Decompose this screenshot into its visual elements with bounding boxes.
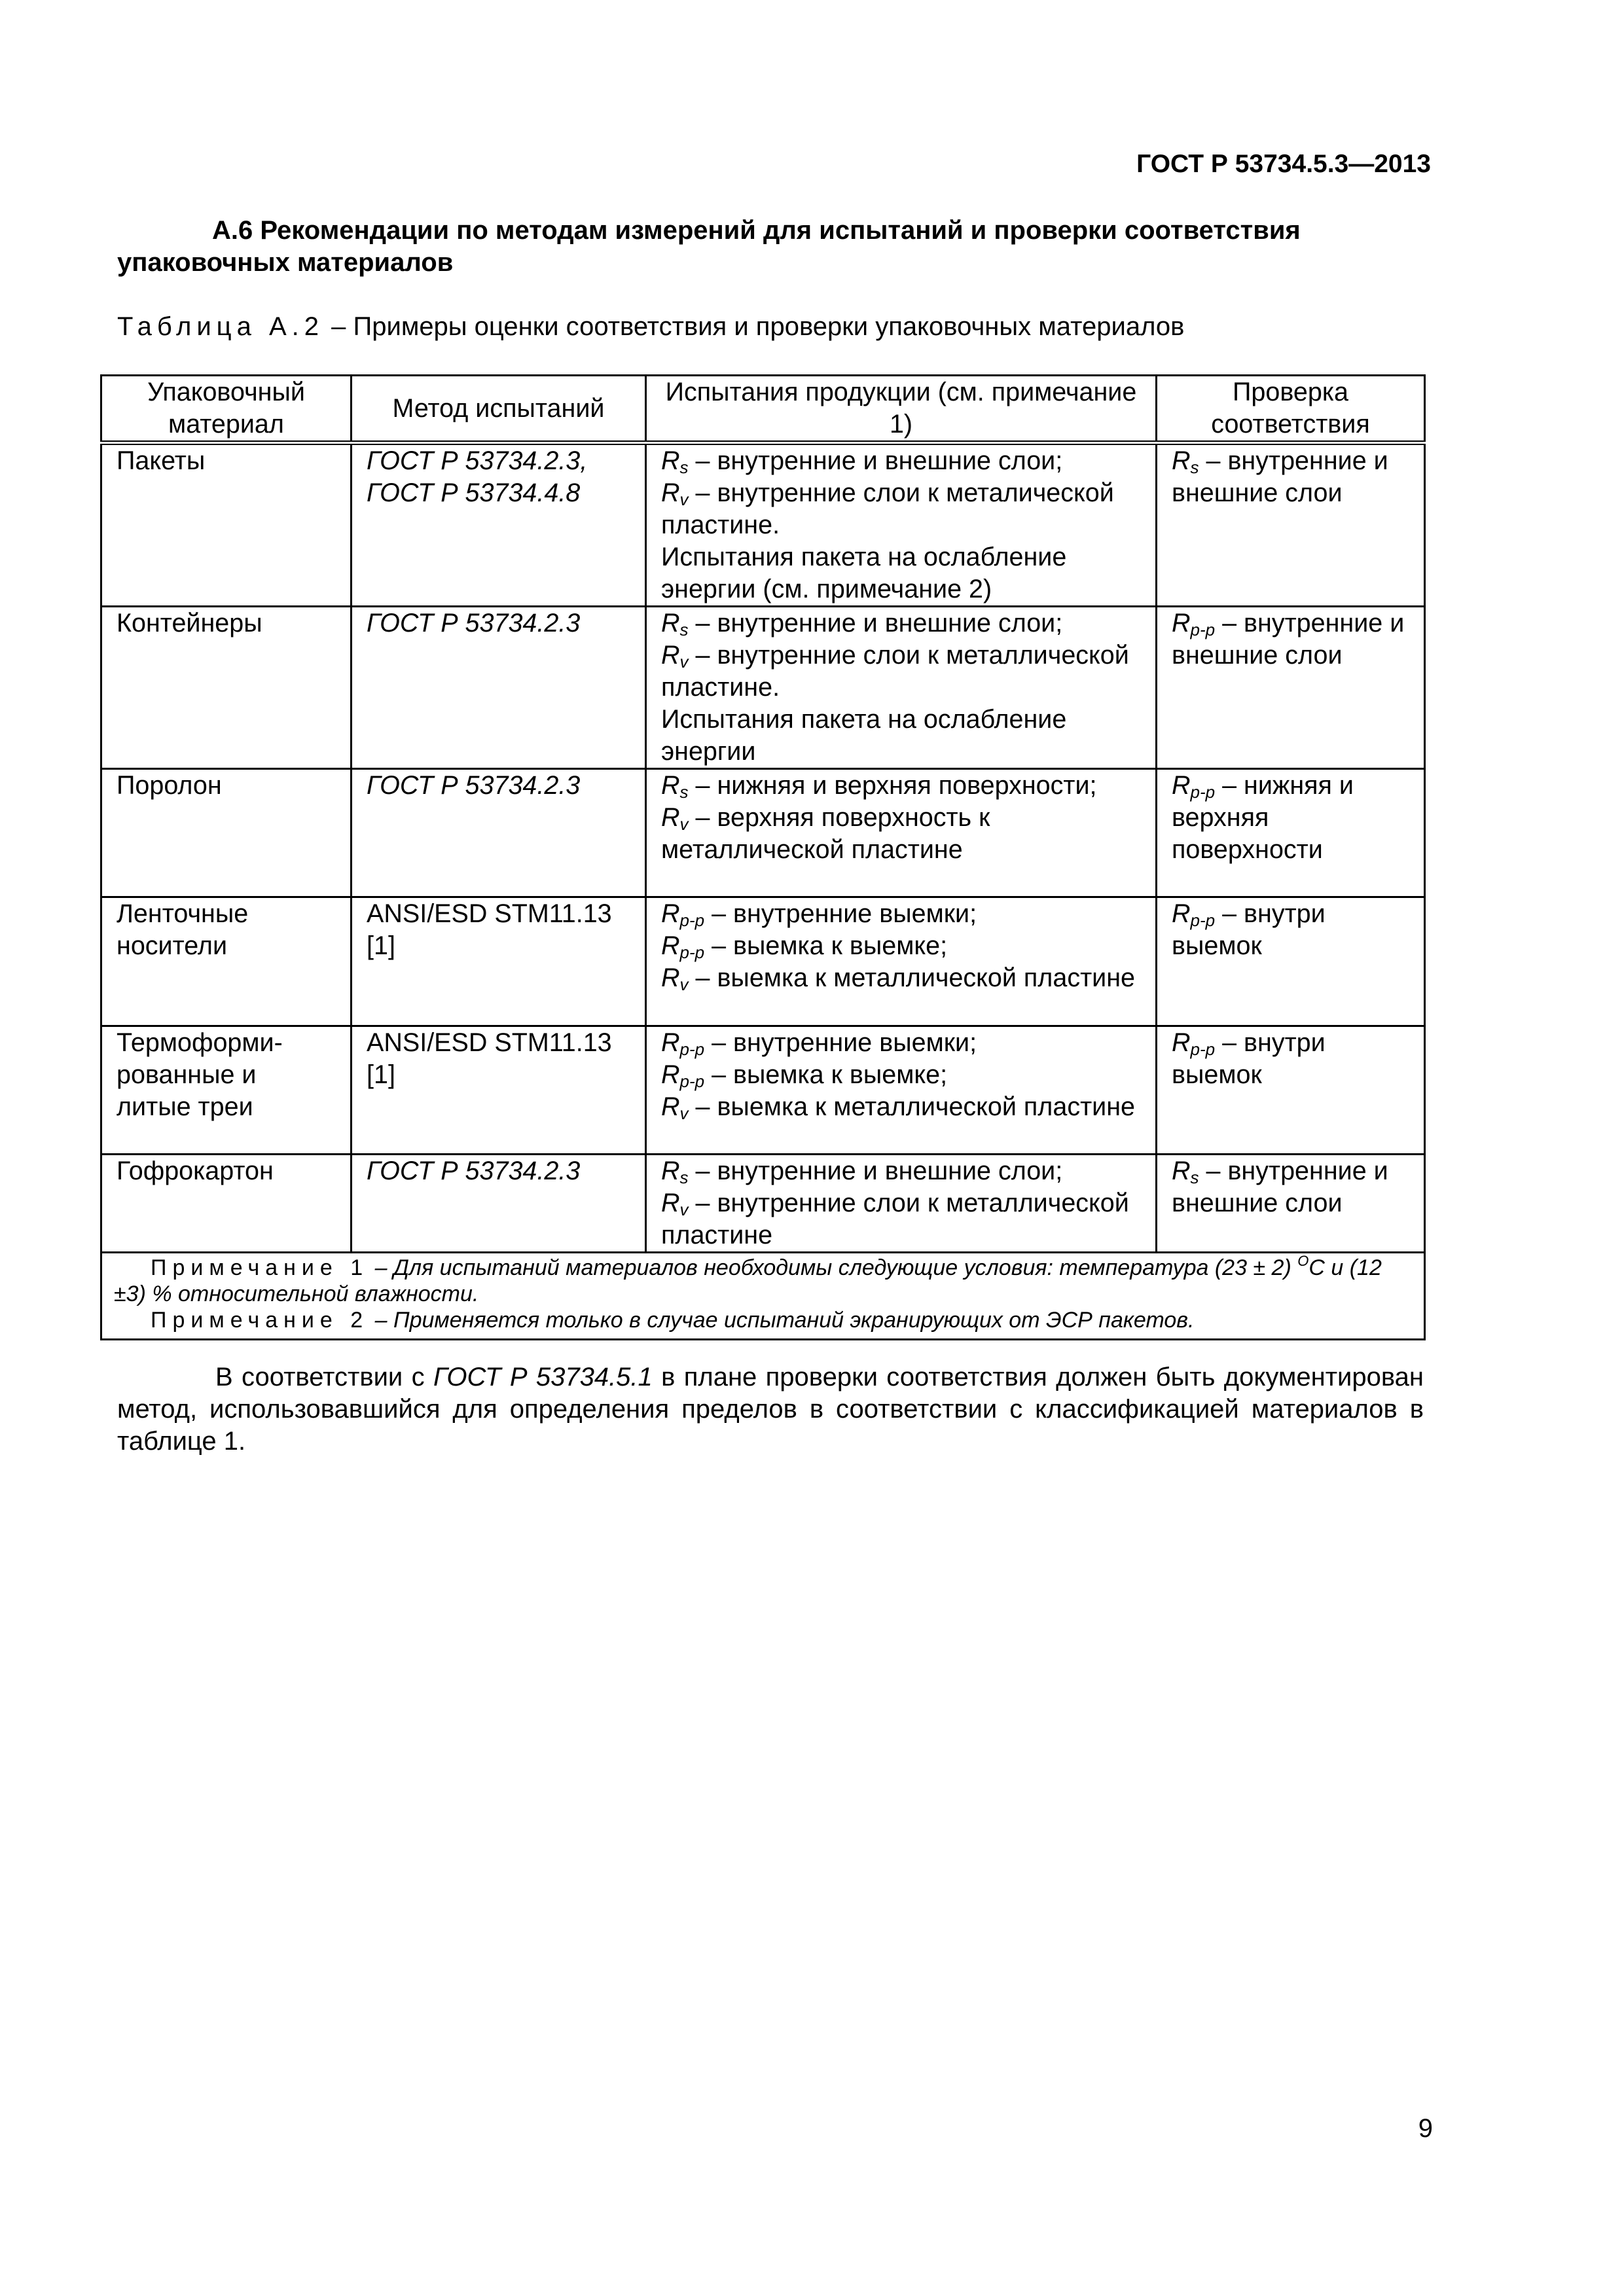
test-item <box>661 1027 1142 1059</box>
test-text: – внутренние и внешние слои; <box>688 1157 1063 1185</box>
cell-product-tests <box>646 1155 1157 1253</box>
test-item <box>661 445 1142 477</box>
method-reference: ГОСТ Р 53734.2.3 <box>367 1157 581 1185</box>
test-item <box>661 704 1142 768</box>
header-product-tests: Испытания продукции (см. примечание 1) <box>646 376 1157 443</box>
standard-code: ГОСТ Р 53734.5.3—2013 <box>1136 150 1431 178</box>
cell-material: Термоформи-рованные и литые треи <box>101 1026 352 1155</box>
resistance-subscript: s <box>1190 1168 1199 1187</box>
test-item <box>661 541 1142 605</box>
table-row <box>101 1155 1425 1253</box>
verification-text: – внутри выемок <box>1172 899 1326 960</box>
standard-reference: ГОСТ Р 53734.5.1 <box>433 1363 653 1391</box>
test-text: Испытания пакета на ослабление энергии (см. примечание 2) <box>661 543 1067 603</box>
resistance-symbol: R <box>1172 609 1191 637</box>
cell-method <box>352 443 646 607</box>
test-text: – внутренние слои к металлической пластине. <box>661 641 1129 702</box>
resistance-symbol: R <box>661 931 680 960</box>
resistance-symbol: R <box>661 446 680 475</box>
cell-method <box>352 1155 646 1253</box>
test-item <box>661 898 1142 930</box>
test-text: – выемка к выемке; <box>704 1060 948 1089</box>
table-row <box>101 769 1425 897</box>
resistance-subscript: p-p <box>1190 782 1216 802</box>
note-text-continuation: С и (12 ±3) % относительной влажности. <box>114 1255 1382 1306</box>
cell-method <box>352 1026 646 1155</box>
test-item <box>661 1187 1142 1251</box>
table-header-row <box>101 376 1425 443</box>
resistance-symbol: R <box>661 1092 680 1121</box>
test-text: – внутренние и внешние слои; <box>688 609 1063 637</box>
cell-material: Пакеты <box>101 443 352 607</box>
resistance-subscript: v <box>679 814 689 834</box>
table-caption-text: – Примеры оценки соответствия и проверки упаковочных материалов <box>324 312 1185 341</box>
resistance-symbol: R <box>661 609 680 637</box>
method-reference: ГОСТ Р 53734.2.3 <box>367 771 581 800</box>
verification-text: – внутренние и внешние слои <box>1172 609 1405 670</box>
resistance-symbol: R <box>1172 446 1191 475</box>
cell-material: Гофрокартон <box>101 1155 352 1253</box>
resistance-symbol: R <box>1172 899 1191 928</box>
table-body <box>101 443 1425 1253</box>
test-text: – верхняя поверхность к металлической пластине <box>661 803 990 864</box>
test-item <box>661 1059 1142 1091</box>
body-paragraph <box>117 1361 1424 1458</box>
resistance-subscript: p-p <box>1190 910 1216 930</box>
cell-verification <box>1157 1155 1425 1253</box>
resistance-symbol: R <box>1172 1028 1191 1057</box>
resistance-subscript: s <box>1190 457 1199 477</box>
table-note-1 <box>114 1255 1412 1307</box>
verification-text: – нижняя и верхняя поверхности <box>1172 771 1354 864</box>
method-reference: ANSI/ESD STM11.13 [1] <box>367 1028 612 1089</box>
method-reference: ГОСТ Р 53734.2.3, <box>367 446 588 475</box>
test-item <box>661 802 1142 866</box>
table-caption-label: Таблица А.2 <box>117 312 324 341</box>
table-note-2 <box>114 1307 1412 1333</box>
cell-material: Контейнеры <box>101 607 352 769</box>
resistance-symbol: R <box>661 1157 680 1185</box>
table-row <box>101 607 1425 769</box>
note-text: – Применяется только в случае испытаний экранирующих от ЭСР пакетов. <box>369 1308 1195 1333</box>
header-verification: Проверка соответствия <box>1157 376 1425 443</box>
method-reference: ГОСТ Р 53734.2.3 <box>367 609 581 637</box>
resistance-subscript: s <box>679 620 689 639</box>
resistance-subscript: s <box>679 1168 689 1187</box>
resistance-subscript: v <box>679 1200 689 1219</box>
resistance-subscript: v <box>679 1103 689 1123</box>
resistance-subscript: v <box>679 975 689 994</box>
note-label: Примечание 1 <box>151 1255 369 1280</box>
cell-verification <box>1157 769 1425 897</box>
cell-material: Поролон <box>101 769 352 897</box>
cell-verification <box>1157 443 1425 607</box>
resistance-subscript: p-p <box>679 1039 705 1059</box>
test-text: – выемка к металлической пластине <box>688 963 1136 992</box>
resistance-symbol: R <box>1172 1157 1191 1185</box>
resistance-symbol: R <box>661 803 680 832</box>
test-item <box>661 962 1142 994</box>
section-heading: А.6 Рекомендации по методам измерений для испытаний и проверки соответствия упаковочных материалов <box>117 216 1301 277</box>
resistance-subscript: p-p <box>1190 1039 1216 1059</box>
cell-product-tests <box>646 443 1157 607</box>
test-text: – внутренние слои к металической пластине. <box>661 478 1114 539</box>
resistance-subscript: s <box>679 782 689 802</box>
table-row <box>101 897 1425 1026</box>
test-text: – внутренние слои к металлической пластине <box>661 1189 1129 1249</box>
table-caption <box>117 311 1426 343</box>
cell-material: Ленточные носители <box>101 897 352 1026</box>
resistance-symbol: R <box>661 899 680 928</box>
test-text: – нижняя и верхняя поверхности; <box>688 771 1097 800</box>
resistance-subscript: v <box>679 652 689 672</box>
resistance-symbol: R <box>661 771 680 800</box>
test-item <box>661 770 1142 802</box>
resistance-subscript: p-p <box>679 910 705 930</box>
resistance-symbol: R <box>1172 771 1191 800</box>
resistance-subscript: p-p <box>679 942 705 962</box>
test-text: – выемка к металлической пластине <box>688 1092 1136 1121</box>
header-method: Метод испытаний <box>352 376 646 443</box>
header-material: Упаковочный материал <box>101 376 352 443</box>
table-row <box>101 1026 1425 1155</box>
resistance-symbol: R <box>661 1060 680 1089</box>
verification-text: – внутренние и внешние слои <box>1172 446 1388 507</box>
resistance-subscript: p-p <box>1190 620 1216 639</box>
note-label: Примечание 2 <box>151 1308 369 1333</box>
packaging-materials-table <box>100 374 1426 1340</box>
test-item <box>661 607 1142 639</box>
resistance-subscript: s <box>679 457 689 477</box>
resistance-subscript: v <box>679 490 689 509</box>
resistance-symbol: R <box>661 963 680 992</box>
test-text: – внутренние и внешние слои; <box>688 446 1063 475</box>
cell-product-tests <box>646 897 1157 1026</box>
table-notes-row <box>101 1253 1425 1340</box>
resistance-subscript: p-p <box>679 1071 705 1091</box>
method-reference: ГОСТ Р 53734.4.8 <box>367 478 581 507</box>
test-item <box>661 1155 1142 1187</box>
cell-method <box>352 769 646 897</box>
resistance-symbol: R <box>661 478 680 507</box>
resistance-symbol: R <box>661 1189 680 1217</box>
test-item <box>661 930 1142 962</box>
note-text: – Для испытаний материалов необходимы следующие условия: температура (23 ± 2) <box>369 1255 1291 1280</box>
method-reference: ANSI/ESD STM11.13 [1] <box>367 899 612 960</box>
test-item <box>661 639 1142 704</box>
paragraph-text: В соответствии с <box>215 1363 433 1391</box>
paragraph-text-continuation: в плане проверки соответствия должен быть документирован метод, использовавшийся для определения пределов в соответствии с классификацией материалов в таблице 1. <box>117 1363 1424 1456</box>
test-item <box>661 477 1142 541</box>
cell-method <box>352 897 646 1026</box>
test-text: – выемка к выемке; <box>704 931 948 960</box>
resistance-symbol: R <box>661 641 680 670</box>
resistance-symbol: R <box>661 1028 680 1057</box>
cell-product-tests <box>646 1026 1157 1155</box>
test-text: – внутренние выемки; <box>704 899 977 928</box>
page-number: 9 <box>1418 2114 1433 2143</box>
test-item <box>661 1091 1142 1123</box>
table-notes <box>101 1253 1425 1340</box>
cell-verification <box>1157 607 1425 769</box>
cell-method <box>352 607 646 769</box>
table-row <box>101 443 1425 607</box>
cell-verification <box>1157 897 1425 1026</box>
cell-product-tests <box>646 769 1157 897</box>
degree-mark: O <box>1297 1253 1309 1269</box>
test-text: Испытания пакета на ослабление энергии <box>661 705 1067 766</box>
verification-text: – внутри выемок <box>1172 1028 1326 1089</box>
verification-text: – внутренние и внешние слои <box>1172 1157 1388 1217</box>
cell-verification <box>1157 1026 1425 1155</box>
cell-product-tests <box>646 607 1157 769</box>
test-text: – внутренние выемки; <box>704 1028 977 1057</box>
